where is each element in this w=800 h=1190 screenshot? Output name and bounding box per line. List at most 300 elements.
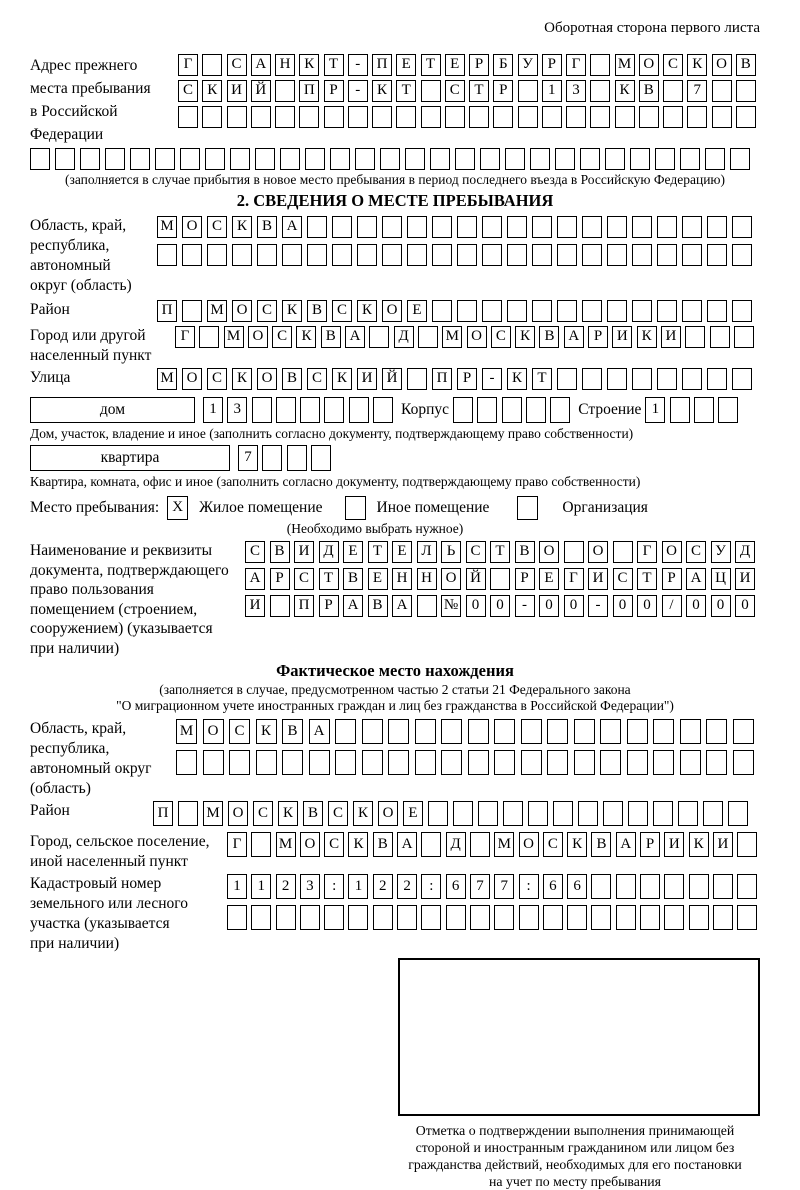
char-cell: И	[294, 541, 314, 563]
char-cell: О	[588, 541, 608, 563]
char-cell	[418, 326, 438, 348]
actual-location-note-1: (заполняется в случае, предусмотренном частью 2 статьи 21 Федерального закона	[159, 682, 631, 697]
char-cell	[446, 905, 466, 930]
stay-type-option-3: Организация	[562, 499, 648, 516]
char-cell	[706, 750, 727, 775]
char-cell	[182, 300, 202, 322]
char-cell: О	[639, 54, 659, 76]
char-cell	[530, 148, 550, 170]
char-cell	[582, 300, 602, 322]
char-cell: М	[176, 719, 197, 744]
char-cell	[230, 148, 250, 170]
actual-city-row	[227, 832, 762, 857]
char-cell: О	[467, 326, 487, 348]
char-cell: -	[588, 595, 608, 617]
char-cell: С	[272, 326, 292, 348]
char-cell: Р	[457, 368, 477, 390]
char-cell	[505, 148, 525, 170]
char-cell	[670, 397, 690, 423]
doc-label-line: при наличии)	[30, 639, 120, 657]
char-cell	[557, 216, 577, 238]
char-cell	[428, 801, 448, 826]
char-cell	[482, 216, 502, 238]
stay-type-label: Место пребывания:	[30, 499, 160, 516]
char-cell	[712, 80, 732, 102]
char-cell	[227, 106, 247, 128]
char-cell: 0	[686, 595, 706, 617]
cadastre-label-line: земельного или лесного	[30, 895, 188, 912]
char-cell	[299, 106, 319, 128]
char-cell: И	[661, 326, 681, 348]
char-cell	[252, 397, 272, 423]
char-cell: А	[564, 326, 584, 348]
char-cell: К	[357, 300, 377, 322]
char-cell: К	[299, 54, 319, 76]
city-block	[30, 326, 760, 366]
char-cell	[457, 244, 477, 266]
char-cell: С	[613, 568, 633, 590]
char-cell	[718, 397, 738, 423]
char-cell	[373, 397, 393, 423]
char-cell	[736, 106, 756, 128]
char-cell	[653, 750, 674, 775]
char-cell	[553, 801, 573, 826]
char-cell	[713, 905, 733, 930]
char-cell: К	[687, 54, 707, 76]
char-cell	[493, 106, 513, 128]
char-cell	[275, 106, 295, 128]
region-label-line: республика,	[30, 237, 110, 254]
char-cell	[396, 106, 416, 128]
actual-city-label-line: иной населенный пункт	[30, 853, 188, 870]
char-cell	[632, 216, 652, 238]
char-cell: М	[276, 832, 296, 857]
char-cell	[728, 801, 748, 826]
char-cell	[657, 216, 677, 238]
char-cell: 6	[567, 874, 587, 899]
char-cell	[732, 300, 752, 322]
char-cell: В	[591, 832, 611, 857]
char-cell	[682, 244, 702, 266]
char-cell	[480, 148, 500, 170]
char-cell	[616, 905, 636, 930]
actual-district-label: Район	[30, 802, 70, 819]
char-cell	[388, 750, 409, 775]
char-cell	[664, 905, 684, 930]
doc-label-line: документа, подтверждающего	[30, 561, 229, 579]
char-cell	[251, 905, 271, 930]
char-cell	[627, 750, 648, 775]
char-cell	[507, 300, 527, 322]
char-cell	[734, 326, 754, 348]
district-block	[30, 300, 760, 322]
char-cell	[680, 719, 701, 744]
actual-region-label-line: автономный округ	[30, 760, 152, 777]
char-cell	[397, 905, 417, 930]
char-cell: О	[539, 541, 559, 563]
char-cell: С	[332, 300, 352, 322]
char-cell	[550, 397, 570, 423]
actual-region-block	[30, 719, 760, 799]
char-cell	[203, 750, 224, 775]
actual-region-label-line: (область)	[30, 780, 91, 797]
char-cell: С	[207, 368, 227, 390]
char-cell	[628, 801, 648, 826]
char-cell: М	[442, 326, 462, 348]
char-cell	[372, 106, 392, 128]
char-cell: Г	[564, 568, 584, 590]
actual-region-row-1	[176, 719, 759, 744]
char-cell: О	[712, 54, 732, 76]
char-cell: И	[664, 832, 684, 857]
char-cell: :	[324, 874, 344, 899]
char-cell	[663, 80, 683, 102]
char-cell	[432, 300, 452, 322]
char-cell: 2	[373, 874, 393, 899]
char-cell: К	[353, 801, 373, 826]
char-cell: О	[257, 368, 277, 390]
doc-label-line: право пользования	[30, 581, 154, 598]
prev-address-note: (заполняется в случае прибытия в новое место пребывания в период последнего въезда в Российскую Федерацию)	[64, 172, 726, 187]
char-cell	[680, 750, 701, 775]
char-cell: -	[482, 368, 502, 390]
char-cell: К	[348, 832, 368, 857]
cadastre-label-line: Кадастровый номер	[30, 875, 162, 892]
char-cell: Т	[637, 568, 657, 590]
char-cell	[255, 148, 275, 170]
char-cell: Н	[275, 54, 295, 76]
char-cell	[640, 905, 660, 930]
char-cell: А	[343, 595, 363, 617]
char-cell: Т	[368, 541, 388, 563]
char-cell: И	[713, 832, 733, 857]
char-cell: 0	[564, 595, 584, 617]
char-cell	[730, 148, 750, 170]
char-cell	[582, 216, 602, 238]
char-cell	[470, 832, 490, 857]
char-cell: №	[441, 595, 461, 617]
char-cell	[663, 106, 683, 128]
char-cell: Й	[382, 368, 402, 390]
char-cell	[557, 300, 577, 322]
char-cell	[332, 216, 352, 238]
char-cell: К	[202, 80, 222, 102]
district-label: Район	[30, 301, 70, 318]
char-cell	[607, 244, 627, 266]
char-cell: М	[157, 368, 177, 390]
char-cell	[678, 801, 698, 826]
cadastre-block	[30, 874, 760, 954]
char-cell: 7	[238, 445, 258, 471]
actual-location-title: Фактическое место нахождения	[276, 661, 514, 680]
char-cell	[421, 80, 441, 102]
char-cell	[590, 80, 610, 102]
cadastre-label-line: при наличии)	[30, 935, 120, 952]
char-cell	[453, 801, 473, 826]
doc-label-line: Наименование и реквизиты	[30, 542, 212, 559]
char-cell: Е	[407, 300, 427, 322]
stay-type-option-1: Жилое помещение	[199, 499, 323, 516]
stamp-note-line: гражданства действий, необходимых для его постановки	[408, 1157, 742, 1172]
char-cell	[590, 106, 610, 128]
char-cell	[332, 244, 352, 266]
char-cell: К	[256, 719, 277, 744]
actual-region-label-line: республика,	[30, 740, 110, 757]
char-cell	[543, 905, 563, 930]
char-cell: 2	[397, 874, 417, 899]
city-label-line: населенный пункт	[30, 347, 152, 364]
char-cell: /	[662, 595, 682, 617]
char-cell	[469, 106, 489, 128]
stamp-note-line: стороной и иностранным гражданином или лицом без	[415, 1140, 735, 1155]
char-cell	[373, 905, 393, 930]
char-cell	[582, 368, 602, 390]
char-cell: К	[278, 801, 298, 826]
char-cell: М	[615, 54, 635, 76]
char-cell	[653, 801, 673, 826]
doc-row-2	[245, 568, 760, 590]
char-cell: А	[616, 832, 636, 857]
char-cell: 0	[711, 595, 731, 617]
stroenie-label: Строение	[578, 401, 642, 418]
char-cell: -	[515, 595, 535, 617]
char-cell: С	[253, 801, 273, 826]
region-row-1	[157, 216, 757, 238]
prev-address-label-line: Федерации	[30, 126, 104, 143]
char-cell	[324, 397, 344, 423]
char-cell: С	[543, 832, 563, 857]
char-cell	[494, 905, 514, 930]
char-cell: П	[153, 801, 173, 826]
char-cell	[639, 106, 659, 128]
char-cell	[605, 148, 625, 170]
char-cell	[407, 368, 427, 390]
char-cell	[655, 148, 675, 170]
char-cell	[664, 874, 684, 899]
char-cell	[382, 216, 402, 238]
char-cell: Г	[175, 326, 195, 348]
char-cell: Й	[466, 568, 486, 590]
char-cell	[157, 244, 177, 266]
region-label-line: Область, край,	[30, 217, 127, 234]
char-cell	[703, 801, 723, 826]
char-cell	[590, 54, 610, 76]
char-cell: В	[321, 326, 341, 348]
char-cell	[689, 905, 709, 930]
char-cell: И	[735, 568, 755, 590]
char-cell	[607, 216, 627, 238]
char-cell: Е	[368, 568, 388, 590]
stay-type-checkbox-2	[345, 496, 366, 520]
char-cell: И	[612, 326, 632, 348]
house-block	[30, 397, 760, 423]
house-number-row	[203, 397, 397, 423]
char-cell	[468, 719, 489, 744]
char-cell	[657, 244, 677, 266]
char-cell	[262, 445, 282, 471]
char-cell	[494, 719, 515, 744]
char-cell: С	[686, 541, 706, 563]
char-cell: С	[307, 368, 327, 390]
char-cell: О	[519, 832, 539, 857]
apartment-block	[30, 445, 760, 471]
char-cell: П	[372, 54, 392, 76]
char-cell	[227, 905, 247, 930]
char-cell: 3	[566, 80, 586, 102]
char-cell: С	[294, 568, 314, 590]
char-cell	[330, 148, 350, 170]
char-cell	[178, 106, 198, 128]
char-cell: О	[182, 216, 202, 238]
char-cell: С	[227, 54, 247, 76]
char-cell: С	[257, 300, 277, 322]
char-cell	[324, 905, 344, 930]
char-cell	[732, 244, 752, 266]
char-cell: К	[332, 368, 352, 390]
prev-address-row-1	[178, 54, 760, 76]
char-cell: -	[348, 54, 368, 76]
char-cell: Т	[469, 80, 489, 102]
char-cell	[613, 541, 633, 563]
district-row	[157, 300, 757, 322]
city-label	[30, 326, 175, 366]
char-cell: 0	[490, 595, 510, 617]
char-cell	[382, 244, 402, 266]
char-cell	[555, 148, 575, 170]
doc-row-1	[245, 541, 760, 563]
char-cell: 1	[348, 874, 368, 899]
char-cell: Й	[251, 80, 271, 102]
stamp-note-line: на учет по месту пребывания	[489, 1174, 661, 1189]
char-cell: Е	[445, 54, 465, 76]
char-cell: Д	[394, 326, 414, 348]
char-cell	[457, 216, 477, 238]
actual-district-row	[153, 801, 753, 826]
char-cell	[507, 244, 527, 266]
char-cell	[574, 719, 595, 744]
char-cell	[202, 106, 222, 128]
korpus-label: Корпус	[401, 401, 449, 418]
char-cell	[441, 750, 462, 775]
char-cell: К	[232, 216, 252, 238]
char-cell	[600, 719, 621, 744]
char-cell	[557, 244, 577, 266]
char-cell: 0	[613, 595, 633, 617]
char-cell: 0	[466, 595, 486, 617]
char-cell	[526, 397, 546, 423]
char-cell	[632, 300, 652, 322]
char-cell	[682, 216, 702, 238]
city-label-line: Город или другой	[30, 327, 146, 344]
char-cell: Д	[735, 541, 755, 563]
char-cell: С	[178, 80, 198, 102]
char-cell: Р	[493, 80, 513, 102]
char-cell: Р	[469, 54, 489, 76]
char-cell	[232, 244, 252, 266]
char-cell: С	[245, 541, 265, 563]
char-cell	[130, 148, 150, 170]
char-cell	[305, 148, 325, 170]
char-cell: В	[257, 216, 277, 238]
stay-type-block	[30, 496, 760, 520]
char-cell: Т	[319, 568, 339, 590]
char-cell: Т	[421, 54, 441, 76]
char-cell	[287, 445, 307, 471]
char-cell	[30, 148, 50, 170]
prev-address-row-2	[178, 80, 760, 102]
char-cell	[737, 874, 757, 899]
char-cell: О	[203, 719, 224, 744]
char-cell: П	[432, 368, 452, 390]
actual-region-label-line: Область, край,	[30, 720, 127, 737]
char-cell	[615, 106, 635, 128]
char-cell	[445, 106, 465, 128]
char-cell	[689, 874, 709, 899]
char-cell	[502, 397, 522, 423]
doc-label-line: сооружением) (указывается	[30, 620, 213, 637]
char-cell: М	[494, 832, 514, 857]
char-cell	[275, 80, 295, 102]
region-row-2	[157, 244, 757, 266]
char-cell	[532, 216, 552, 238]
char-cell	[737, 905, 757, 930]
actual-city-label-line: Город, сельское поселение,	[30, 833, 210, 850]
char-cell	[582, 244, 602, 266]
char-cell	[657, 368, 677, 390]
char-cell: Д	[319, 541, 339, 563]
char-cell: Е	[539, 568, 559, 590]
korpus-row	[453, 397, 574, 423]
char-cell: К	[689, 832, 709, 857]
char-cell: О	[662, 541, 682, 563]
char-cell	[494, 750, 515, 775]
char-cell	[653, 719, 674, 744]
char-cell	[490, 568, 510, 590]
char-cell	[732, 216, 752, 238]
char-cell: Р	[662, 568, 682, 590]
char-cell	[736, 80, 756, 102]
stroenie-row	[645, 397, 742, 423]
cadastre-row-2	[227, 905, 762, 930]
stay-type-checkbox-1: X	[167, 496, 188, 520]
char-cell	[687, 106, 707, 128]
char-cell	[607, 300, 627, 322]
char-cell: В	[373, 832, 393, 857]
doc-block	[30, 541, 760, 658]
actual-city-label	[30, 832, 227, 872]
char-cell: 7	[470, 874, 490, 899]
char-cell: 7	[494, 874, 514, 899]
char-cell: М	[157, 216, 177, 238]
char-cell: Р	[542, 54, 562, 76]
char-cell	[600, 750, 621, 775]
char-cell: Р	[588, 326, 608, 348]
char-cell: И	[227, 80, 247, 102]
char-cell	[282, 244, 302, 266]
char-cell	[349, 397, 369, 423]
cadastre-label	[30, 874, 227, 954]
char-cell: С	[466, 541, 486, 563]
char-cell	[591, 905, 611, 930]
doc-label	[30, 541, 245, 658]
char-cell	[300, 905, 320, 930]
city-row	[175, 326, 758, 348]
char-cell	[207, 244, 227, 266]
char-cell	[705, 148, 725, 170]
doc-row-3	[245, 595, 760, 617]
char-cell: Т	[532, 368, 552, 390]
char-cell: Б	[493, 54, 513, 76]
